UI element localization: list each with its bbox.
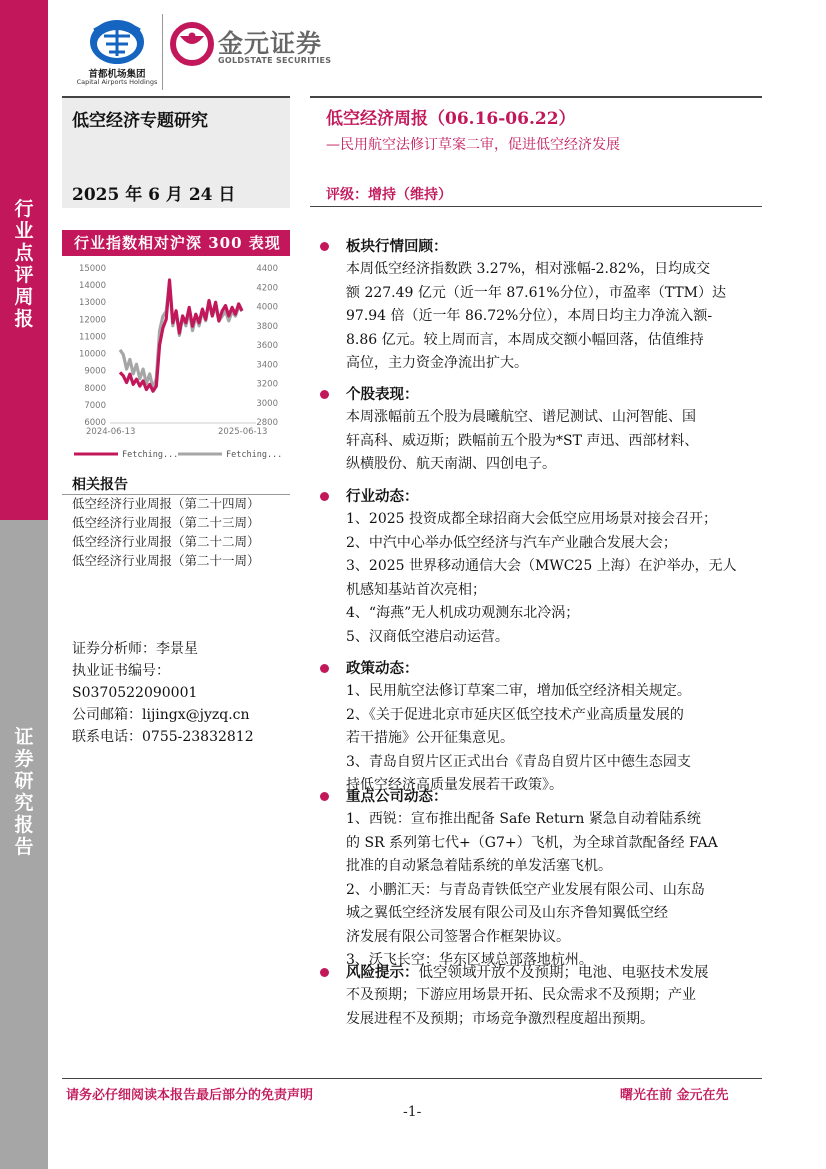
policy-item: 1、民用航空法修订草案二审，增加低空经济相关规定。 [346, 683, 691, 699]
y-right-tick-label: 3800 [256, 321, 278, 332]
section-company [318, 786, 768, 973]
y-left-tick-label: 10000 [78, 349, 106, 360]
side-label-char: 研 [14, 770, 34, 792]
y-left-tick-label: 11000 [78, 332, 106, 343]
related-report-item[interactable]: 低空经济行业周报（第二十一周） [72, 553, 260, 568]
analyst-cert-label: 执业证书编号： [72, 663, 170, 679]
policy-item: 持低空经济高质量发展若干政策》。 [346, 777, 563, 793]
section-market [318, 236, 768, 376]
goldstate-logo [170, 22, 370, 72]
side-label-bottom [0, 726, 48, 858]
stocks-line: 纵横股份、航天南湖、四创电子。 [346, 456, 556, 472]
capital-airports-emblem-icon [74, 18, 160, 66]
y-right-tick-label: 3600 [256, 341, 278, 351]
side-label-char: 业 [14, 220, 34, 242]
side-label-char: 报 [14, 308, 34, 330]
industry-item: 2、中汽中心举办低空经济与汽车产业融合发展大会； [346, 534, 677, 551]
y-left-tick-label: 8000 [84, 383, 106, 394]
section-heading: 板块行情回顾： [318, 236, 768, 258]
industry-item: 5、汉商低空港启动运营。 [346, 628, 509, 645]
side-label-char: 周 [14, 286, 34, 308]
section-heading: 行业动态： [318, 486, 768, 508]
industry-item: 3、2025 世界移动通信大会（MWC25 上海）在沪举办，无人 [346, 558, 737, 574]
bullet-icon [320, 664, 329, 673]
y-left-tick-label: 13000 [78, 298, 106, 309]
rating-label: 评级：增持（维持） [326, 187, 452, 203]
market-line: 97.94 倍（近一年 86.72%分位），本周日均主力净流入额- [346, 308, 713, 324]
side-label-char: 报 [14, 814, 34, 836]
section-stocks [318, 384, 768, 477]
y-right-tick-label: 4000 [256, 302, 278, 313]
risk-first-line: 低空领域开放不及预期；电池、电驱技术发展 [418, 965, 709, 981]
policy-item: 2、《关于促进北京市延庆区低空技术产业高质量发展的 [346, 706, 684, 723]
side-band [0, 0, 48, 1169]
company-item: 批准的自动紧急着陆系统的单发活塞飞机。 [346, 858, 612, 874]
y-right-tick-label: 4400 [256, 264, 278, 274]
side-label-char: 究 [14, 792, 34, 814]
company-item: 3、沃飞长空：华东区域总部落地杭州。 [346, 952, 593, 968]
stocks-line: 轩高科、威迈斯；跌幅前五个股为*ST 声迅、西部材料、 [346, 432, 699, 449]
index-performance-chart [62, 258, 290, 468]
side-label-char: 券 [14, 748, 34, 770]
series-line [120, 282, 242, 388]
related-report-item[interactable]: 低空经济行业周报（第二十四周） [72, 496, 260, 511]
section-heading: 政策动态： [318, 658, 768, 680]
industry-item: 4、“海燕”无人机成功观测东北冷涡； [346, 605, 580, 621]
side-label-top [0, 198, 48, 330]
company-item: 的 SR 系列第七代+（G7+）飞机，为全球首款配备经 FAA [346, 834, 718, 851]
y-right-tick-label: 3000 [256, 398, 278, 409]
company-item: 济发展有限公司签署合作框架协议。 [346, 928, 570, 945]
footer-disclaimer: 请务必仔细阅读本报告最后部分的免责声明 [66, 1088, 314, 1103]
goldstate-emblem-icon [170, 22, 214, 66]
market-line: 8.86 亿元。较上周而言，本周成交额小幅回落，估值维持 [346, 331, 704, 348]
stocks-line: 本周涨幅前五个股为晨曦航空、谱尼测试、山河智能、国 [346, 409, 696, 425]
report-category: 低空经济专题研究 [72, 111, 208, 131]
header-rule-top [310, 96, 762, 98]
section-risk [318, 962, 768, 1031]
x-tick-label: 2025-06-13 [218, 427, 268, 437]
footer-slogan: 曙光在前 金元在先 [620, 1088, 729, 1103]
bullet-icon [320, 968, 329, 977]
legend-label: Fetching... [122, 450, 179, 460]
y-right-tick-label: 4200 [256, 283, 278, 294]
y-left-tick-label: 6000 [84, 418, 106, 428]
bullet-icon [320, 242, 329, 251]
y-left-tick-label: 15000 [78, 264, 106, 274]
bullet-icon [320, 390, 329, 399]
section-heading: 重点公司动态： [318, 786, 768, 808]
related-report-item[interactable]: 低空经济行业周报（第二十二周） [72, 534, 260, 549]
goldstate-en: GOLDSTATE SECURITIES [218, 56, 332, 65]
risk-line: 发展进程不及预期；市场竞争激烈程度超出预期。 [346, 1010, 654, 1027]
page-number: -1- [403, 1104, 422, 1120]
policy-item: 若干措施》公开征集意见。 [346, 730, 514, 746]
company-item: 1、西锐：宣布推出配备 Safe Return 紧急自动着陆系统 [346, 811, 701, 827]
capital-airports-name: 首都机场集团 [88, 69, 146, 80]
side-label-char: 评 [14, 264, 34, 286]
side-label-char: 点 [14, 242, 34, 264]
y-right-tick-label: 3200 [256, 379, 278, 390]
y-left-tick-label: 12000 [78, 315, 106, 326]
y-right-tick-label: 2800 [256, 418, 278, 428]
section-policy [318, 658, 768, 798]
analyst-cert-number: S0370522090001 [72, 685, 198, 701]
section-heading: 风险提示：低空领域开放不及预期；电池、电驱技术发展 [318, 962, 768, 984]
page-title: 低空经济周报（06.16-06.22） [326, 109, 576, 129]
industry-item: 机感知基站首次亮相； [346, 581, 486, 598]
analyst-email[interactable]: 公司邮箱：lijingx@jyzq.cn [72, 707, 250, 723]
capital-airports-en: Capital Airports Holdings [76, 78, 158, 86]
y-left-tick-label: 7000 [84, 400, 106, 411]
side-label-char: 证 [14, 726, 34, 748]
related-report-item[interactable]: 低空经济行业周报（第二十三周） [72, 515, 260, 530]
market-line: 高位，主力资金净流出扩大。 [346, 355, 528, 371]
company-item: 2、小鹏汇天：与青岛青铁低空产业发展有限公司、山东岛 [346, 881, 705, 898]
report-info-box [62, 96, 290, 208]
industry-item: 1、2025 投资成都全球招商大会低空应用场景对接会召开； [346, 511, 717, 527]
header-rule-bottom [310, 206, 762, 207]
chart-title: 行业指数相对沪深 300 表现 [62, 230, 290, 256]
market-line: 本周低空经济指数跌 3.27%，相对涨幅-2.82%，日均成交 [346, 261, 711, 277]
company-item: 城之翼低空经济发展有限公司及山东齐鲁知翼低空经 [346, 905, 668, 921]
capital-airports-logo [74, 18, 160, 88]
related-reports-heading: 相关报告 [72, 477, 128, 493]
x-tick-label: 2024-06-13 [86, 427, 136, 437]
footer-rule [62, 1078, 762, 1079]
market-line: 额 227.49 亿元（近一年 87.61%分位），市盈率（TTM）达 [346, 284, 726, 301]
policy-item: 3、青岛自贸片区正式出台《青岛自贸片区中德生态园支 [346, 753, 691, 770]
logo-divider [162, 14, 163, 90]
analyst-phone: 联系电话：0755-23832812 [72, 729, 254, 745]
side-label-char: 行 [14, 198, 34, 220]
side-label-char: 告 [14, 836, 34, 858]
report-date: 2025 年 6 月 24 日 [72, 185, 236, 205]
section-heading: 个股表现： [318, 384, 768, 406]
y-right-tick-label: 3400 [256, 360, 278, 371]
section-industry [318, 486, 768, 649]
bullet-icon [320, 492, 329, 501]
page-subtitle: —民用航空法修订草案二审，促进低空经济发展 [326, 137, 620, 153]
legend-label: Fetching... [226, 450, 283, 460]
goldstate-name: 金元证券 [218, 29, 323, 58]
analyst-name: 证券分析师：李景星 [72, 641, 198, 657]
y-left-tick-label: 9000 [84, 366, 106, 377]
bullet-icon [320, 792, 329, 801]
risk-line: 不及预期；下游应用场景开拓、民众需求不及预期；产业 [346, 987, 696, 1003]
y-left-tick-label: 14000 [78, 281, 106, 292]
